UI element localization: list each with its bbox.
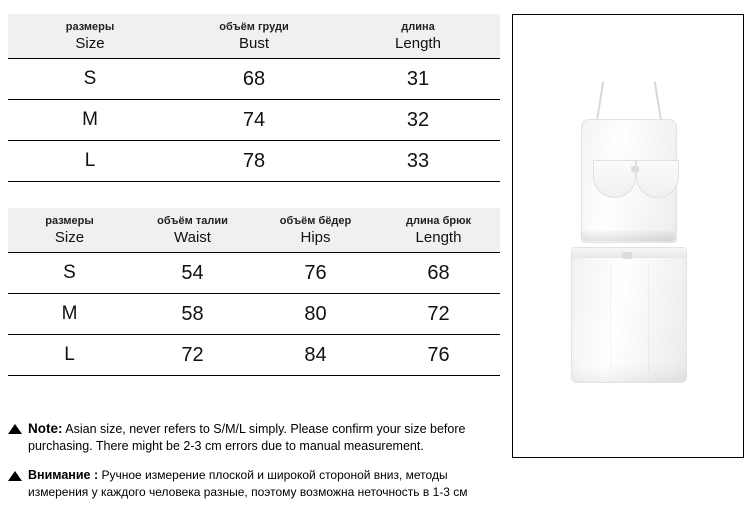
bottom-header-hips-ru: объём бёдер — [279, 214, 352, 227]
bottom-header-waist — [131, 208, 254, 253]
triangle-bullet-icon — [8, 424, 22, 434]
size-tables-column — [8, 14, 500, 376]
garment-illustration — [513, 15, 743, 457]
top-size-table — [8, 14, 500, 182]
top-header-size — [8, 14, 172, 59]
mini-skirt-image — [571, 247, 687, 383]
cell-bust: 68 — [172, 59, 336, 100]
cell-hips: 84 — [254, 335, 377, 376]
skirt-bow — [622, 252, 632, 259]
top-header-bust-ru: объём груди — [219, 20, 289, 33]
top-header-bust — [172, 14, 336, 59]
bottom-header-length-ru: длина брюк — [406, 214, 471, 227]
bottom-header-size-ru: размеры — [45, 214, 94, 227]
cell-size: M — [8, 294, 131, 335]
table-row — [8, 59, 500, 100]
table-row — [8, 253, 500, 294]
top-table-header-row — [8, 14, 500, 59]
note-english-lead: Note: — [28, 421, 63, 436]
cell-size: L — [8, 141, 172, 182]
bottom-header-hips — [254, 208, 377, 253]
note-russian-lead: Внимание : — [28, 468, 99, 482]
note-english — [8, 420, 506, 455]
skirt-fold — [648, 264, 649, 372]
bottom-header-length — [377, 208, 500, 253]
top-header-length — [336, 14, 500, 59]
top-header-length-en: Length — [395, 34, 441, 52]
bottom-table-header-row — [8, 208, 500, 253]
cell-size: S — [8, 253, 131, 294]
note-russian-text: Ручное измерение плоской и широкой стороной вниз, методы измерения у каждого человека разные, поэтому возможна неточность в 1-3 см — [28, 468, 468, 499]
cell-waist: 72 — [131, 335, 254, 376]
notes-section — [8, 420, 506, 513]
product-photo-panel — [512, 14, 744, 458]
table-row — [8, 335, 500, 376]
cell-length: 31 — [336, 59, 500, 100]
skirt-fold — [610, 264, 611, 372]
cell-size: L — [8, 335, 131, 376]
top-header-bust-en: Bust — [238, 34, 269, 52]
bottom-header-length-en: Length — [415, 228, 462, 246]
cell-hips: 76 — [254, 253, 377, 294]
bottom-header-size-en: Size — [54, 228, 85, 246]
bottom-header-waist-ru: объём талии — [157, 214, 228, 227]
camisole-top-image — [575, 81, 681, 241]
cell-length: 76 — [377, 335, 500, 376]
note-english-text: Asian size, never refers to S/M/L simply. Please confirm your size before purchasing. There might be 2-3 cm errors due to manual measurement. — [28, 422, 466, 453]
table-row — [8, 294, 500, 335]
table-row — [8, 141, 500, 182]
table-row — [8, 100, 500, 141]
cell-length: 72 — [377, 294, 500, 335]
cell-waist: 58 — [131, 294, 254, 335]
table-spacer — [8, 182, 500, 208]
camisole-cup-left — [593, 160, 636, 198]
cell-length: 33 — [336, 141, 500, 182]
triangle-bullet-icon — [8, 471, 22, 481]
camisole-cup-right — [636, 160, 679, 198]
bottom-size-table — [8, 208, 500, 376]
cell-hips: 80 — [254, 294, 377, 335]
top-header-size-en: Size — [75, 34, 105, 52]
top-header-size-ru: размеры — [65, 20, 115, 33]
bottom-header-waist-en: Waist — [174, 228, 211, 246]
camisole-bodice — [581, 119, 677, 243]
cell-length: 32 — [336, 100, 500, 141]
cell-bust: 74 — [172, 100, 336, 141]
cell-size: M — [8, 100, 172, 141]
bottom-header-hips-en: Hips — [300, 228, 331, 246]
note-russian — [8, 467, 506, 501]
cell-bust: 78 — [172, 141, 336, 182]
bottom-header-size — [8, 208, 131, 253]
cell-length: 68 — [377, 253, 500, 294]
cell-size: S — [8, 59, 172, 100]
cell-waist: 54 — [131, 253, 254, 294]
top-header-length-ru: длина — [401, 20, 435, 33]
camisole-bow — [631, 166, 639, 172]
camisole-hem — [581, 231, 675, 241]
